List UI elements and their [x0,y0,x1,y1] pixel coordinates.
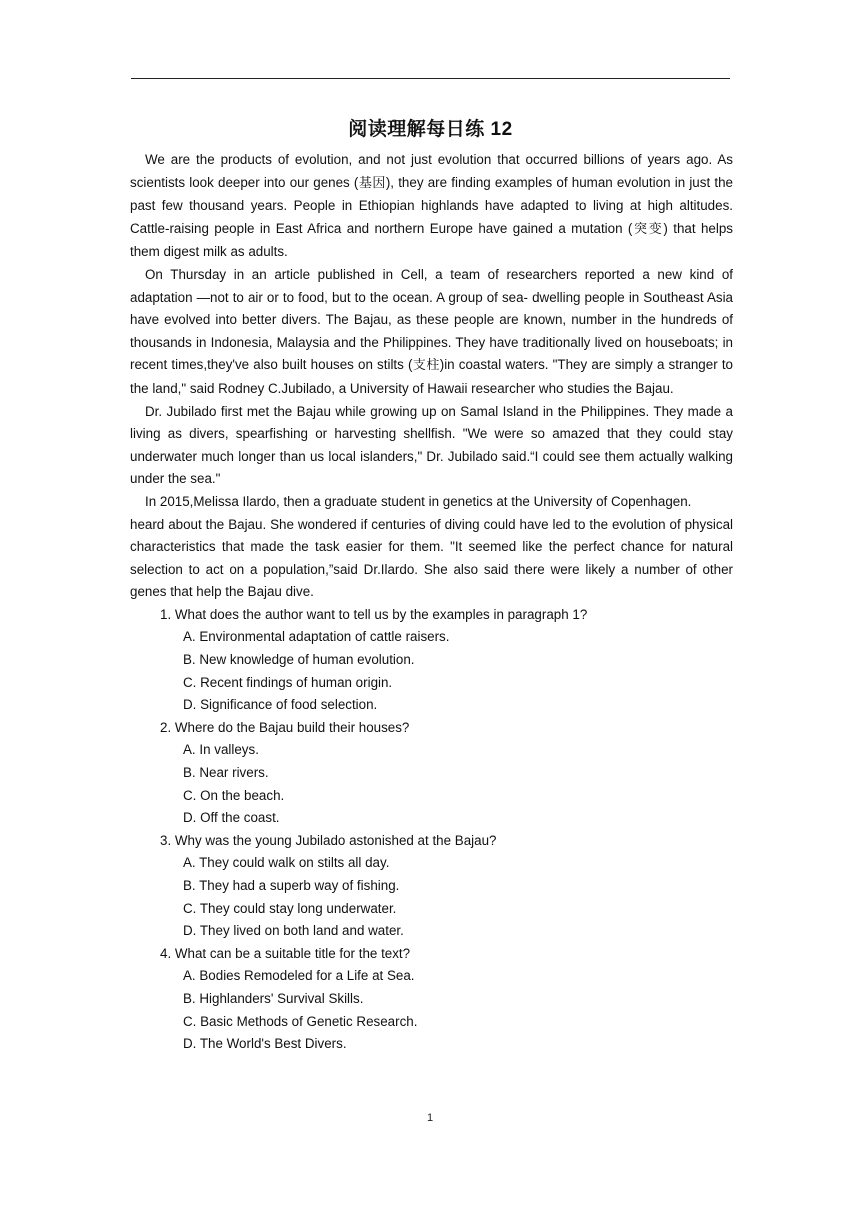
gloss-genes: 基因 [358,175,386,191]
question-option: B. They had a superb way of fishing. [183,878,400,893]
question-stem: 3. Why was the young Jubilado astonished at the Bajau? [160,832,497,848]
question-option: A. Bodies Remodeled for a Life at Sea. [183,968,415,984]
question-option: B. Near rivers. [183,765,269,781]
question-option: C. Basic Methods of Genetic Research. [183,1013,418,1029]
page-title: 阅读理解每日练 12 [348,119,513,140]
question-stem: 4. What can be a suitable title for the text? [160,945,411,961]
paragraph-2 [130,264,733,401]
paragraph-1-text-a: We are the products of evolution, and not just evolution that occurred billions of years ago. As scientists look deeper into our genes ( [130,152,733,190]
question-1 [130,604,733,717]
question-option: C. Recent findings of human origin. [183,674,393,690]
document-body [130,149,733,1056]
question-2 [130,717,733,830]
question-4 [130,943,733,1056]
question-option: B. Highlanders' Survival Skills. [183,990,364,1006]
header-rule [131,78,730,79]
paragraph-2-text-b: )in coastal waters. "They are simply a stranger to the land," said Rodney C.Jubilado, a University of Hawaii researcher who studies the Bajau. [130,357,733,396]
paragraph-1-text-b: ), they are finding examples of human evolution in just the past few thousand years. People in Ethiopian highlands have adapted to living at high altitudes. Cattle-raising people in East Africa and northern Europe have gained a mutation ( [130,174,733,236]
question-option: D. The World's Best Divers. [183,1036,347,1052]
question-option: D. They lived on both land and water. [183,923,404,939]
question-option: D. Significance of food selection. [183,697,378,713]
question-option: A. They could walk on stilts all day. [183,855,390,871]
question-option: A. Environmental adaptation of cattle raisers. [183,629,450,645]
paragraph-3: Dr. Jubilado first met the Bajau while growing up on Samal Island in the Philippines. They made a living as divers, spearfishing or harvesting shellfish. "We were so amazed that they could stay underwater much longer than us local islanders," Dr. Jubilado said.“I could see them actually walking under the sea." [130,403,733,487]
paragraph-2-text-a: On Thursday in an article published in Cell, a team of researchers reported a new kind of adaptation —not to air or to food, but to the ocean. A group of sea- dwelling people in Southeast Asia have evolved into better divers. The Bajau, as these people are known, number in the hundreds of thousands in Indonesia, Malaysia and the Philippines. They have traditionally lived on houseboats; in recent times,they've also built houses on stilts ( [130,266,733,373]
paragraph-4-rest: heard about the Bajau. She wondered if centuries of diving could have led to the evolution of physical characteristics that made the task easier for them. "It seemed like the perfect chance for natural selection to act on a population,”said Dr.Ilardo. She also said there were likely a number of other genes that help the Bajau dive. [130,516,733,600]
paragraph-1-text-c: ) that helps them digest milk as adults. [130,220,733,260]
gloss-mutation: 突变 [632,221,664,237]
gloss-stilts: 支柱 [412,358,440,374]
question-option: C. They could stay long underwater. [183,900,397,916]
question-option: C. On the beach. [183,787,285,803]
paragraph-4-line-1: In 2015,Melissa Ilardo, then a graduate student in genetics at the University of Copenhagen. [145,493,692,509]
paragraph-1 [130,149,733,264]
question-stem: 2. Where do the Bajau build their houses? [160,719,410,735]
question-stem: 1. What does the author want to tell us by the examples in paragraph 1? [160,606,588,622]
question-option: A. In valleys. [183,742,259,758]
question-list [130,604,733,1056]
question-option: B. New knowledge of human evolution. [183,652,415,668]
page-number: 1 [426,1112,434,1124]
question-3 [130,830,733,943]
question-option: D. Off the coast. [183,810,280,826]
